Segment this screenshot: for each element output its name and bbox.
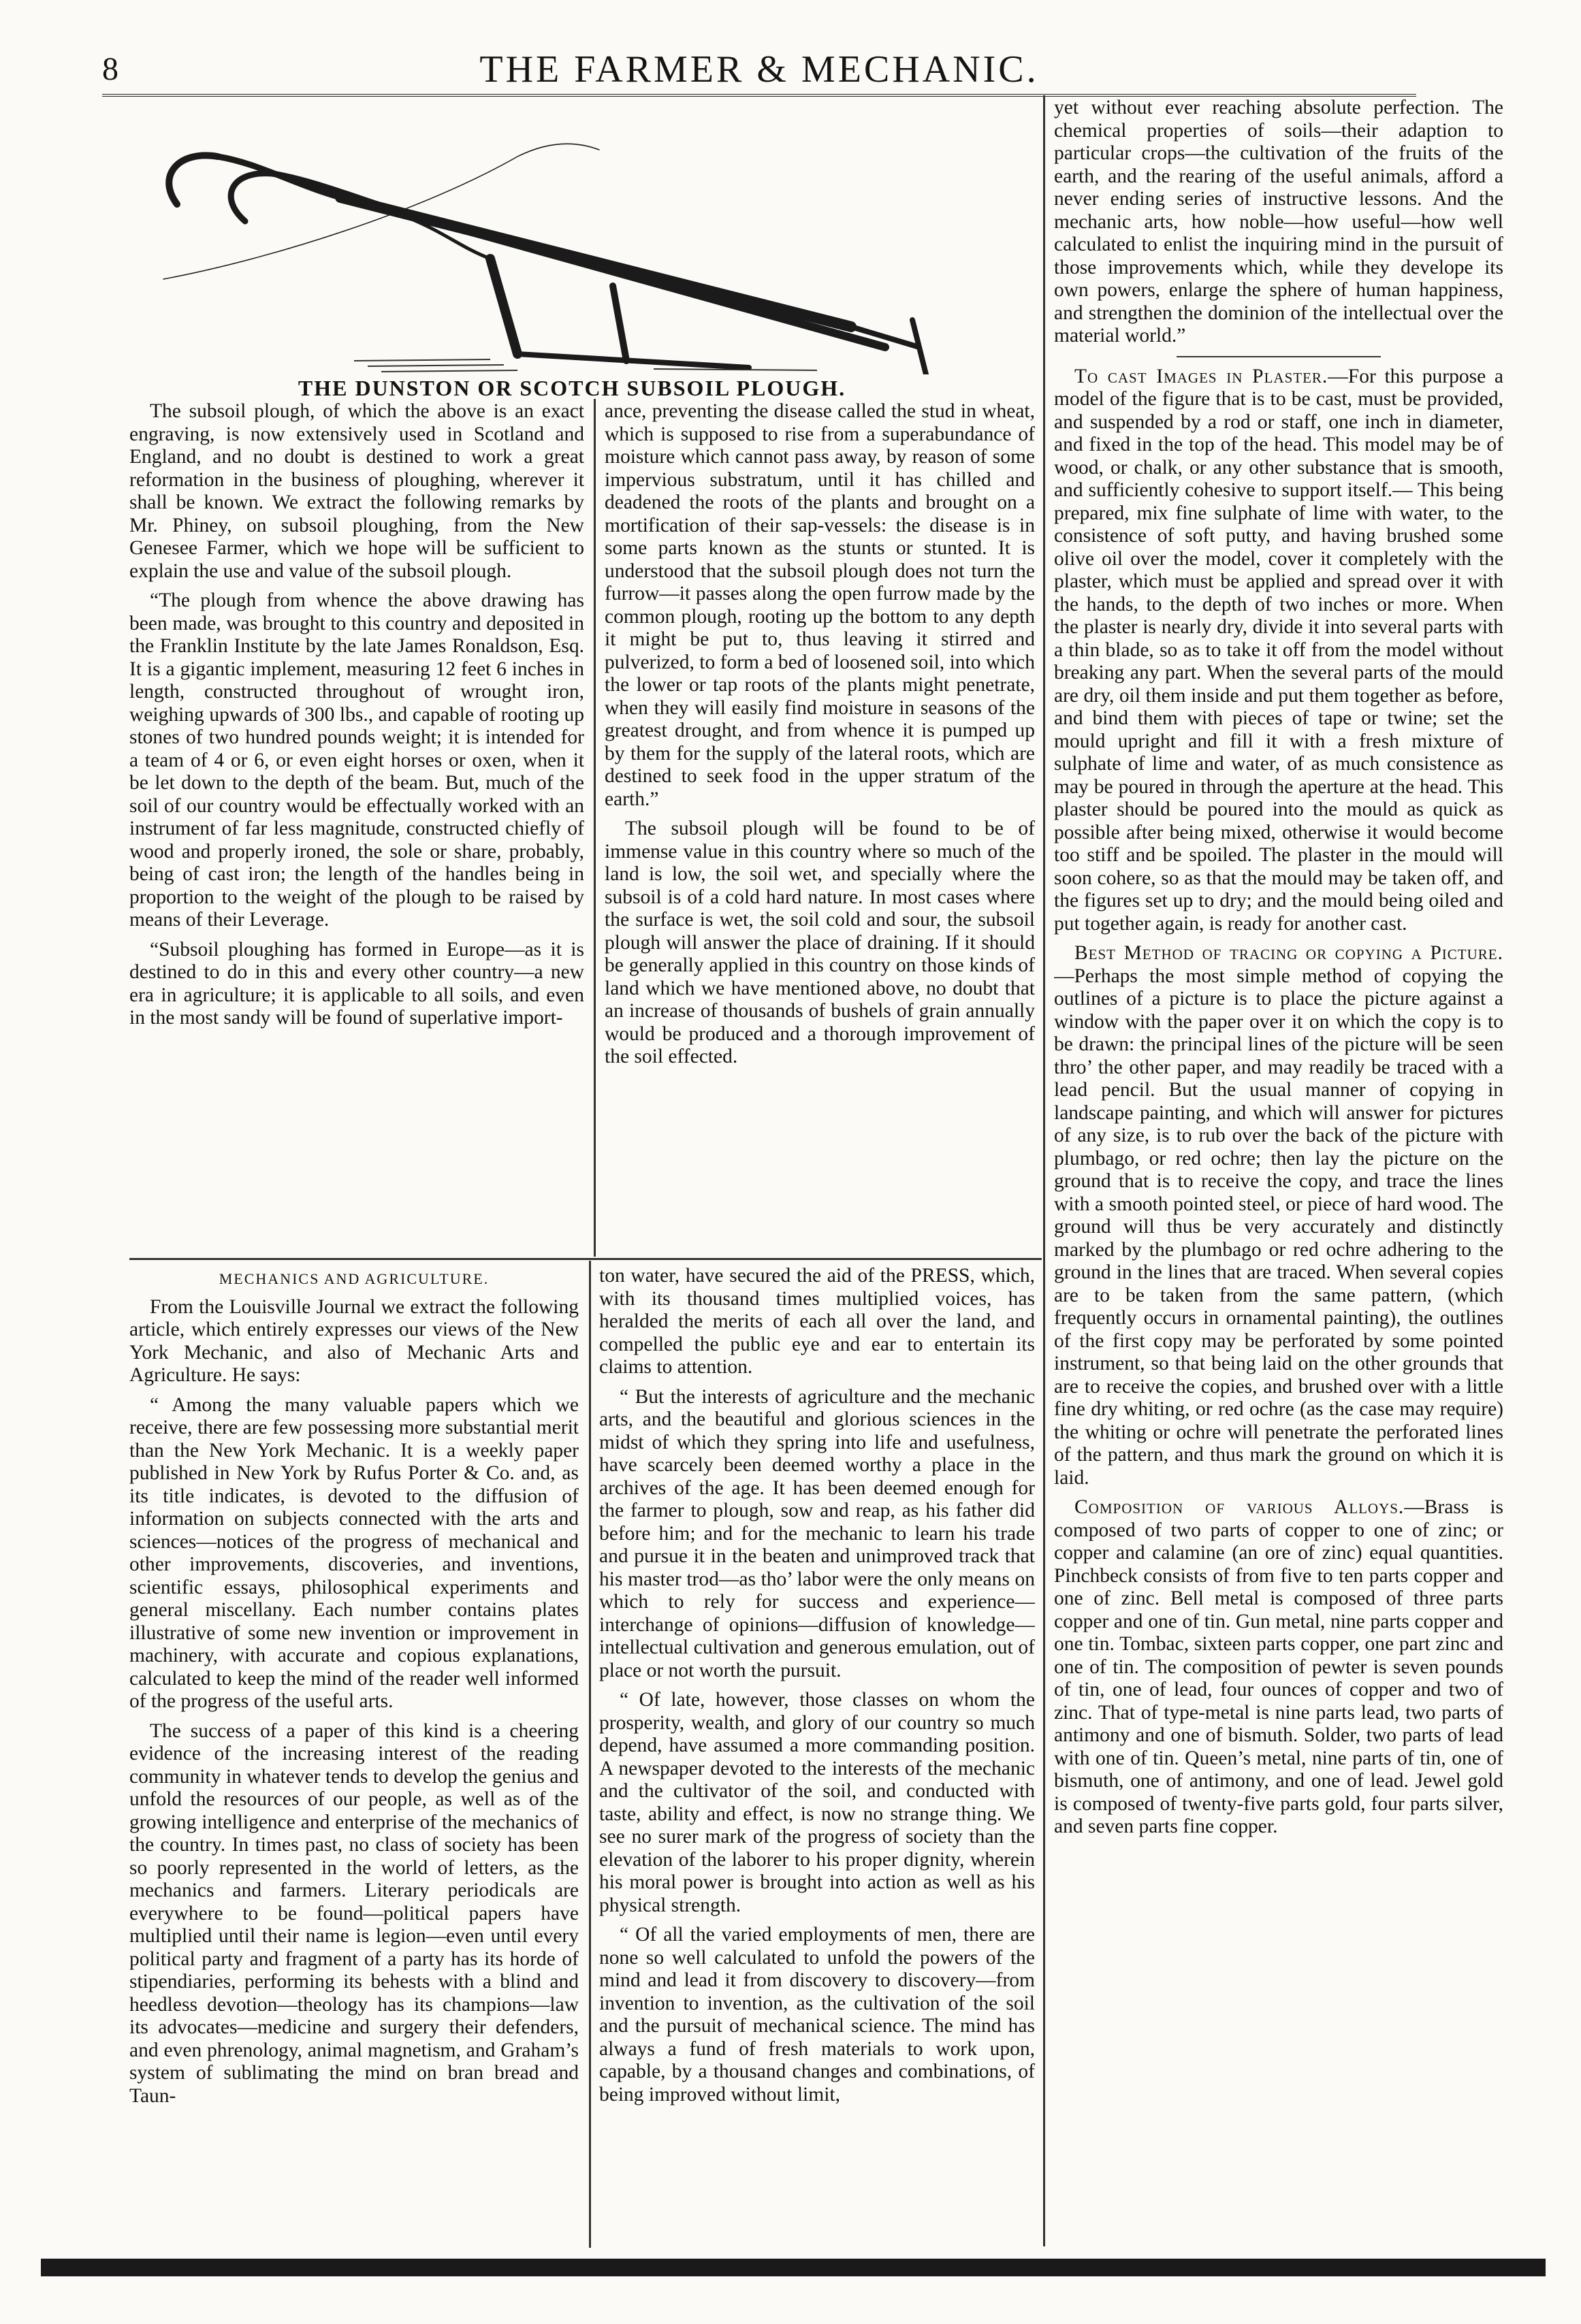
masthead-title: THE FARMER & MECHANIC. — [479, 48, 1039, 91]
article-heading: Best Method of tracing or copying a Picture. — [1074, 942, 1503, 964]
column-3 — [1054, 97, 1503, 2252]
column-rule-3 — [589, 1261, 591, 2248]
plough-engraving-icon — [136, 102, 1021, 374]
illustration-caption: THE DUNSTON OR SCOTCH SUBSOIL PLOUGH. — [298, 376, 846, 400]
article-mechanics-col2 — [599, 1265, 1035, 2252]
paragraph: The success of a paper of this kind is a cheering evidence of the increasing interest of the reading community in whatever tends to develop the genius and unfold the resources of our people, as well as of the growing intelligence and enterprise of the mechanics of the country. In times past, no class of society has been so poorly represented in the world of letters, as the mechanics and farmers. Literary periodicals are everywhere to be found—political papers have multiplied until their name is legion—even until every political party and fragment of a party has its horde of stipendiaries, performing its behests with a blind and heedless devotion—theology has its champions—law its advocates—medicine and surgery their defenders, and even phrenology, animal magnetism, and Graham’s system of sublimating the mind on bran bread and Taun- — [129, 1720, 579, 2107]
divider — [1177, 356, 1381, 357]
article-subsoil-plough-col1 — [129, 400, 584, 1255]
article-plaster-casting — [1054, 366, 1503, 936]
paragraph: “The plough from whence the above drawing has been made, was brought to this country and deposited in the Franklin Institute by the late James Ronaldson, Esq. It is a gigantic implement, measuring 12 feet 6 inches in length, constructed throughout of wrought iron, weighing upwards of 300 lbs., and capable of rooting up stones of two hundred pounds weight; it is intended for a team of 4 or 6, or even eight horses or oxen, when it be let down to the depth of the beam. But, much of the soil of our country would be effectually worked with an instrument of far less magnitude, constructed chiefly of wood and properly ironed, the sole or share, probably, being of cast iron; the length of the handles being in proportion to the weight of the plough to be raised by means of their Leverage. — [129, 590, 584, 931]
article-alloys — [1054, 1496, 1503, 1839]
paragraph: From the Louisville Journal we extract the following article, which entirely expresses our views of the New York Mechanic, and also of Mechanic Arts and Agriculture. He says: — [129, 1295, 579, 1386]
article-body: —Perhaps the most simple method of copying the outlines of a picture is to place the picture against a window with the paper over it on which the copy is to be drawn: the principal lines of the picture will be seen thro’ the other paper, and may readily be traced with a lead pencil. But the usual manner of copying in landscape painting, and which will answer for pictures of any size, is to rub over the back of the picture with plumbago, or red ochre; then lay the picture on the ground that is to receive the copy, and trace the lines with a smooth pointed steel, or piece of hard wood. The ground will thus be very accurately and distinctly marked by the plumbago or red ochre adhering to the ground in the lines that are traced. When several copies are to be taken from the same pattern, (which frequently occurs in ornamental painting), the outlines of the first copy may be perforated by some pointed instrument, so that being laid on the other grounds that are to receive the copies, and brushed over with a little fine dry whiting, or red ochre (as the case may require) the whiting or ochre will penetrate the perforated lines of the pattern, and thus mark the ground on which it is laid. — [1054, 965, 1503, 1489]
article-body: —For this purpose a model of the figure that is to be cast, must be provided, and suspended by a rod or staff, one inch in diameter, and fixed in the top of the head. This model may be of wood, or chalk, or any other substance that is smooth, and sufficiently cohesive to support itself.— This being prepared, mix fine sulphate of lime with water, to the consistence of soft putty, and having brushed some olive oil over the model, cover it completely with the plaster, which must be applied and spread over it with the hands, to the depth of two inches or more. When the plaster is nearly dry, divide it into several parts with a thin blade, so as to take it off from the model without breaking any part. When the several parts of the mould are dry, oil them inside and put them together as before, and bind them with pieces of tape or twine; set the mould upright and fill it with a fresh mixture of sulphate of lime and water, of as much consistence as may be poured in through the aperture at the head. This plaster should be poured into the mould as quick as possible after being mixed, otherwise it would become too stiff and be spoiled. The plaster in the mould will soon cohere, so as that the mould may be taken off, and the figures set up to dry; and the mould being oiled and put together again, is ready for another cast. — [1054, 365, 1503, 935]
section-rule — [129, 1258, 1042, 1260]
paragraph: “Subsoil ploughing has formed in Europe—as it is destined to do in this and every other country—a new era in agriculture; it is applicable to all soils, and even in the most sandy will be found of superlative import- — [129, 938, 584, 1029]
paragraph: “ Of all the varied employments of men, there are none so well calculated to unfold the powers of the mind and lead it from discovery to discovery—from invention to invention, as the cultivation of the soil and the pursuit of mechanical science. The mind has always a fund of fresh materials to work upon, capable, by a thousand changes and combinations, of being improved without limit, — [599, 1924, 1035, 2105]
paragraph: “ But the interests of agriculture and the mechanic arts, and the beautiful and glorious sciences in the midst of which they spring into life and usefulness, have scarcely been deemed worthy a place in the archives of the age. It has been deemed enough for the farmer to plough, sow and reap, as his father did before him; and for the mechanic to learn his trade and pursue it in the beaten and unimproved track that his master trod—as tho’ labor were the only means on which to rely for success and experience—interchange of opinions—diffusion of knowledge—intellectual cultivation and generous emulation, out of place or not worth the pursuit. — [599, 1385, 1035, 1681]
article-body: —Brass is composed of two parts of copper to one of zinc; or copper and calamine (an ore of zinc) equal quantities. Pinchbeck consists of from five to ten parts copper and one of zinc. Bell metal is composed of three parts copper and one of tin. Gun metal, nine parts copper and one tin. Tombac, sixteen parts copper, one part zinc and one of tin. The composition of pewter is seven pounds of tin, one of lead, four ounces of copper and two of zinc. That of type-metal is nine parts lead, two parts of antimony and one of bismuth. Solder, two parts of lead with one of tin. Queen’s metal, nine parts of tin, one of bismuth, one of antimony, and one of lead. Jewel gold is composed of twenty-five parts gold, four parts silver, and seven parts fine copper. — [1054, 1496, 1503, 1837]
paragraph: “ Among the many valuable papers which we receive, there are few possessing more substantial merit than the New York Mechanic. It is a weekly paper published in New York by Rufus Porter & Co. and, as its title indicates, is devoted to the diffusion of information on subjects connected with the arts and sciences—notices of the progress of mechanical and other improvements, discoveries, and inventions, scientific essays, philosophical experiments and general miscellany. Each number contains plates illustrative of some new invention or improvement in machinery, with accurate and copious explanations, calculated to keep the mind of the reader well informed of the progress of the useful arts. — [129, 1393, 579, 1712]
article-mechanics-col1 — [129, 1265, 579, 2252]
page-number: 8 — [102, 51, 118, 87]
paragraph: “ Of late, however, those classes on whom the prosperity, wealth, and glory of our country so much depend, have assumed a more commanding position. A newspaper devoted to the interests of the mechanic and the cultivator of the soil, and conducted with taste, ability and effect, is now no strange thing. We see no surer mark of the progress of society than the elevation of the laborer to his proper dignity, wherein his moral power is brought into action as well as his physical strength. — [599, 1689, 1035, 1916]
paragraph: ance, preventing the disease called the stud in wheat, which is supposed to rise from a superabundance of moisture which cannot pass away, by reason of some impervious substratum, until it has chilled and deadened the roots of the plants and brought on a mortification of their sap-vessels: the disease is in some parts known as the stunts or stunted. It is understood that the subsoil plough does not turn the furrow—it passes along the open furrow made by the common plough, rooting up the bottom to any depth it might be put to, thus leaving it stirred and pulverized, to form a bed of loosened soil, into which the lower or tap roots of the plants might penetrate, when they will easily find moisture in seasons of the greatest drought, and from whence it is pumped up by them for the supply of the lateral roots, which are destined to seek food in the upper stratum of the earth.” — [605, 400, 1035, 810]
article-tracing — [1054, 942, 1503, 1489]
article-heading: Composition of various Alloys. — [1074, 1496, 1405, 1518]
footer-bar — [41, 2259, 1546, 2276]
column-rule-2 — [1043, 95, 1045, 2246]
page-header — [102, 48, 1416, 95]
section-heading: MECHANICS AND AGRICULTURE. — [219, 1270, 490, 1287]
column-rule-1 — [594, 399, 596, 1257]
paragraph: ton water, have secured the aid of the PRESS, which, with its thousand times multiplied voices, has heralded the merits of each all over the land, and compelled the public eye and ear to entertain its claims to attention. — [599, 1265, 1035, 1378]
paragraph: The subsoil plough, of which the above is an exact engraving, is now extensively used in Scotland and England, and no doubt is destined to work a great reformation in the business of ploughing, wherever it shall be known. We extract the following remarks by Mr. Phiney, on subsoil ploughing, from the New Genesee Farmer, which we hope will be sufficient to explain the use and value of the subsoil plough. — [129, 400, 584, 582]
paragraph: The subsoil plough will be found to be of immense value in this country where so much of the land is low, the soil wet, and specially where the subsoil is of a cold hard nature. In most cases where the surface is wet, the soil cold and sour, the subsoil plough will answer the place of draining. If it should be generally applied in this country on those kinds of land which we have mentioned above, no doubt that an increase of thousands of bushels of grain annually would be produced and a thorough improvement of the soil effected. — [605, 818, 1035, 1067]
paragraph: yet without ever reaching absolute perfection. The chemical properties of soils—their adaption to particular crops—the cultivation of the fruits of the earth, and the rearing of the useful animals, afford a never ending series of instructive lessons. And the mechanic arts, how noble—how useful—how well calculated to enlist the inquiring mind in the pursuit of those improvements which, while they develope its own powers, enlarge the sphere of human happiness, and strengthen the dominion of the intellectual over the material world.” — [1054, 97, 1503, 346]
article-heading: To cast Images in Plaster. — [1074, 365, 1328, 387]
article-subsoil-plough-col2 — [605, 400, 1035, 1255]
